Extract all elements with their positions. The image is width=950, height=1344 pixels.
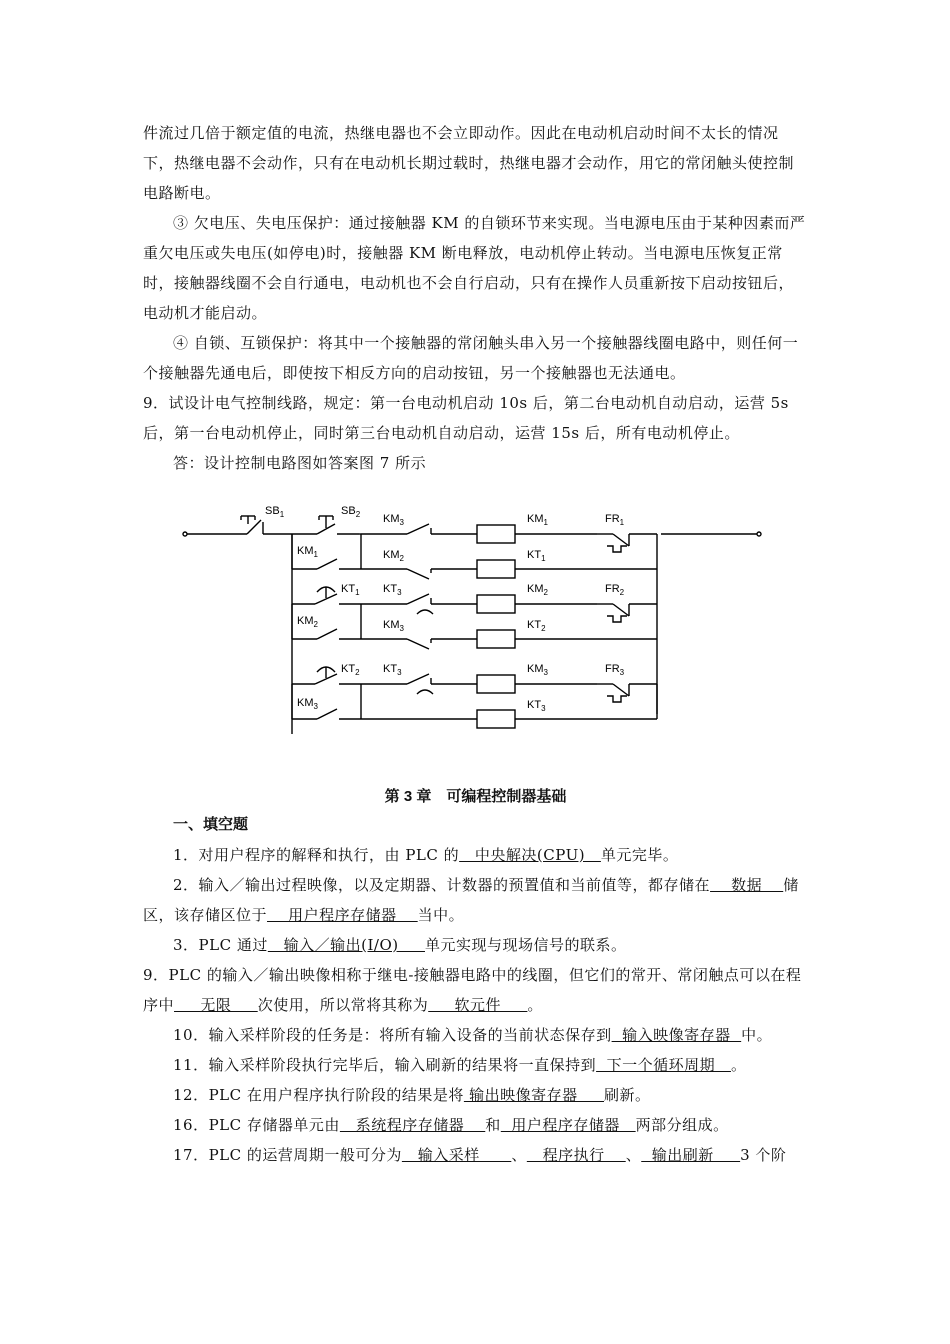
answer-blank: 输入／输出(I/O): [267, 936, 425, 954]
label-km3-nc-row1: $KM_3$: [383, 513, 404, 527]
answer-blank: 用户程序存储器: [500, 1116, 636, 1134]
fill-question-1: 1．对用户程序的解释和执行，由 PLC 的 中央解决(CPU) 单元完毕。: [173, 846, 679, 864]
label-fr1: $FR_1$: [605, 513, 625, 527]
answer-blank: 无限: [174, 996, 258, 1014]
paragraph-thermal-relay: 件流过几倍于额定值的电流，热继电器也不会立即动作。因此在电动机启动时间不太长的情况下，热继电器不会动作，只有在电动机长期过载时，热继电器才会动作，用它的常闭触头使控制电路断电。: [143, 124, 795, 202]
section-title: 一、填空题: [173, 816, 249, 833]
circuit-diagram: [177, 494, 777, 756]
fill-question-17: 17．PLC 的运营周期一般可分为 输入采样 、 程序执行 、 输出刷新 3 个阶: [173, 1146, 787, 1164]
answer-blank: 下一个循环周期: [596, 1056, 731, 1074]
answer-blank: 数据: [710, 876, 784, 894]
fill-question-3: 3．PLC 通过 输入／输出(I/O) 单元实现与现场信号的联系。: [173, 936, 627, 954]
answer-blank: 中央解决(CPU): [459, 846, 601, 864]
label-kt3-contact-row3: $KT_3$: [383, 663, 402, 677]
label-fr2: $FR_2$: [605, 583, 625, 597]
fill-question-10: 10．输入采样阶段的任务是：将所有输入设备的当前状态保存到 输入映像寄存器 中。: [173, 1026, 773, 1044]
answer-blank: 输出刷新: [641, 1146, 741, 1164]
fill-question-12: 12．PLC 在用户程序执行阶段的结果是将 输出映像寄存器 刷新。: [173, 1086, 651, 1104]
label-km3-hold: $KM_3$: [297, 697, 318, 711]
answer-blank: 输入采样: [401, 1146, 512, 1164]
label-km1-hold: $KM_1$: [297, 545, 318, 559]
label-kt1-contact: $KT_1$: [341, 583, 360, 597]
control-circuit-figure: [143, 494, 808, 784]
fill-question-16: 16．PLC 存储器单元由 系统程序存储器 和 用户程序存储器 两部分组成。: [173, 1116, 729, 1134]
paragraph-interlock: ④ 自锁、互锁保护：将其中一个接触器的常闭触头串入另一个接触器线圈电路中，则任何一个接触器先通电后，即使按下相反方向的启动按钮，另一个接触器也无法通电。: [143, 334, 799, 382]
answer-blank: 系统程序存储器: [339, 1116, 486, 1134]
chapter-title: 第 3 章 可编程控制器基础: [384, 788, 567, 805]
label-kt3-contact-row2: $KT_3$: [383, 583, 402, 597]
label-kt3-coil: $KT_3$: [527, 699, 546, 713]
label-km3-coil: $KM_3$: [527, 663, 548, 677]
fill-question-2: 2．输入／输出过程映像，以及定期器、计数器的预置值和当前值等，都存储在 数据 储区，该存储区位于 用户程序存储器 当中。: [143, 876, 799, 924]
label-km3-nc-row2: $KM_3$: [383, 619, 404, 633]
answer-blank: 软元件: [428, 996, 528, 1014]
label-kt2-contact: $KT_2$: [341, 663, 360, 677]
label-km2-nc-row1: $KM_2$: [383, 549, 404, 563]
label-km2-coil: $KM_2$: [527, 583, 548, 597]
fill-question-9: 9．PLC 的输入／输出映像相称于继电-接触器电路中的线圈，但它们的常开、常闭触点可以在程序中 无限 次使用，所以常将其称为 软元件 。: [143, 966, 802, 1014]
label-km2-hold: $KM_2$: [297, 615, 318, 629]
label-kt2-coil: $KT_2$: [527, 619, 546, 633]
question-9-design: 9．试设计电气控制线路，规定：第一台电动机启动 10s 后，第二台电动机自动启动，运营 5s 后，第一台电动机停止，同时第三台电动机自动启动，运营 15s 后，所有电动机停止。: [143, 394, 789, 442]
label-sb2: $SB_2$: [341, 505, 361, 519]
answer-blank: 程序执行: [526, 1146, 626, 1164]
label-sb1: $SB_1$: [265, 505, 285, 519]
document-page: [143, 118, 808, 1170]
answer-text: 答：设计控制电路图如答案图 7 所示: [173, 454, 427, 472]
paragraph-undervoltage: ③ 欠电压、失电压保护：通过接触器 KM 的自锁环节来实现。当电源电压由于某种因素而严重欠电压或失电压(如停电)时，接触器 KM 断电释放，电动机停止转动。当电源电压恢复正常时，接触器线圈不会自行通电，电动机也不会自行启动，只有在操作人员重新按下启动按钮后，电动机才能启动。: [143, 214, 806, 322]
answer-blank: 输出映像寄存器: [463, 1086, 604, 1104]
label-km1-coil: $KM_1$: [527, 513, 548, 527]
fill-question-11: 11．输入采样阶段执行完毕后，输入刷新的结果将一直保持到 下一个循环周期 。: [173, 1056, 747, 1074]
answer-blank: 输入映像寄存器: [611, 1026, 742, 1044]
answer-blank: 用户程序存储器: [267, 906, 418, 924]
label-fr3: $FR_3$: [605, 663, 625, 677]
label-kt1-coil: $KT_1$: [527, 549, 546, 563]
